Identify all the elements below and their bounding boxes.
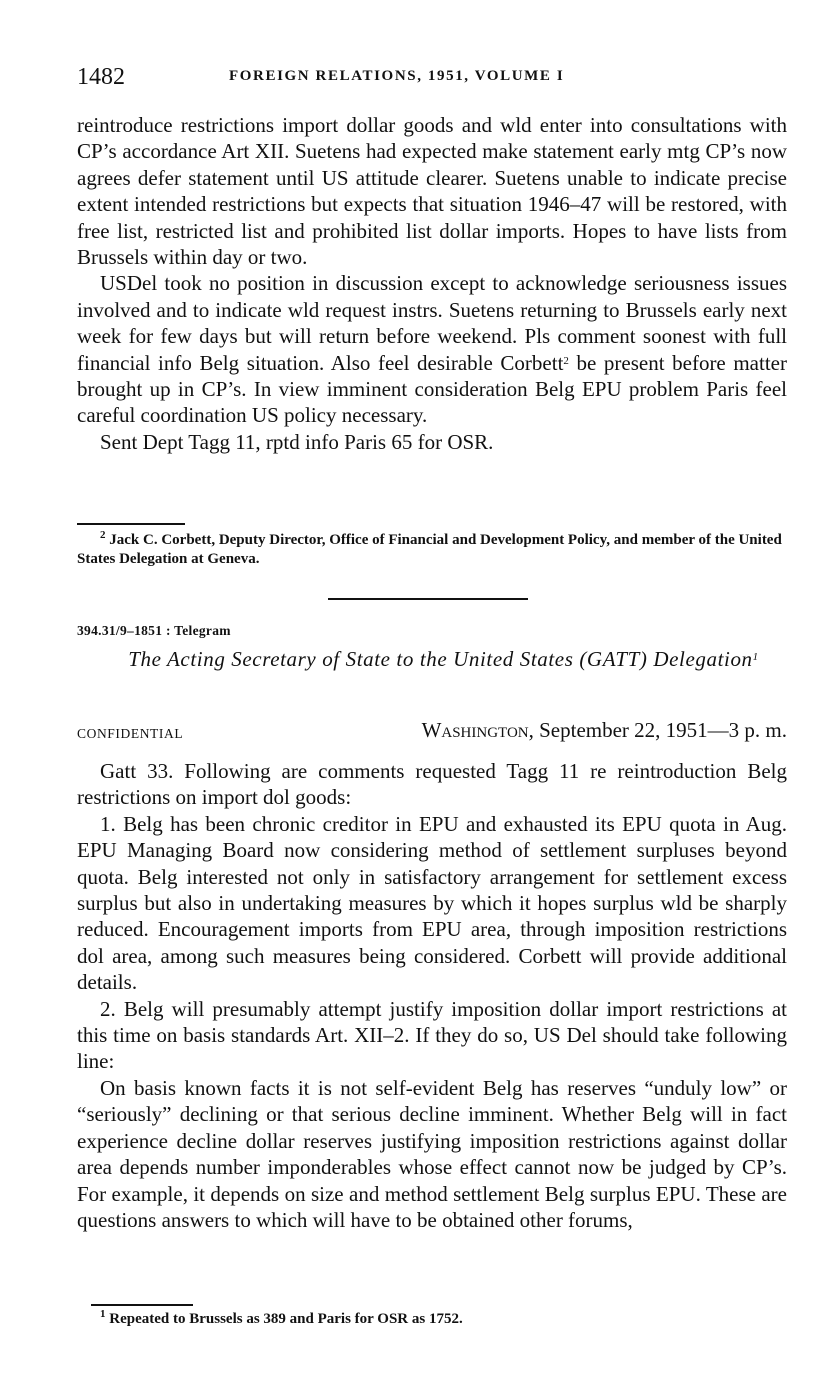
- footnote-rule: [77, 523, 185, 525]
- footnote-reference: 2: [563, 354, 569, 367]
- body-paragraph: 2. Belg will presumably attempt justify imposition dollar import restrictions at this time on basis standards Art. XII–2. If they do so, US Del should take following line:: [77, 996, 787, 1074]
- sent-line: Sent Dept Tagg 11, rptd info Paris 65 for OSR.: [100, 429, 494, 454]
- continued-telegram-text: [77, 112, 787, 455]
- footnote-text: Repeated to Brussels as 389 and Paris for OSR as 1752.: [105, 1311, 463, 1327]
- page-number: 1482: [77, 64, 125, 90]
- footnote: [77, 531, 787, 569]
- body-paragraph: Gatt 33. Following are comments requested Tagg 11 re reintroduction Belg restrictions on import dol goods:: [77, 759, 787, 810]
- paragraph-text: be present before matter brought up in CP’s. In view imminent consideration Belg EPU problem Paris feel careful coordination US policy necessary.: [77, 350, 787, 428]
- telegram-body: [77, 758, 787, 1233]
- body-paragraph: On basis known facts it is not self-evident Belg has reserves “unduly low” or “seriously” declining or that serious decline imminent. Whether Belg will in fact experience decline dollar reserves justifying imposition restrictions against dollar area depends number imponderables whose effect cannot now be judged by CP’s. For example, it depends on size and method settlement Belg surplus EPU. These are questions answers to which will have to be obtained other forums,: [77, 1075, 787, 1232]
- footnote-marker: 2: [100, 529, 106, 541]
- classification-label: CONFIDENTIAL: [77, 726, 184, 741]
- document-title: [100, 646, 787, 672]
- place-name: Washington: [421, 718, 529, 742]
- document-file-number: 394.31/9–1851 : Telegram: [77, 623, 231, 638]
- running-head: FOREIGN RELATIONS, 1951, VOLUME I: [229, 68, 565, 84]
- dateline: [77, 718, 787, 746]
- continued-paragraph: [77, 270, 787, 428]
- footnote-rule: [91, 1304, 193, 1306]
- date-line: [422, 718, 787, 743]
- title-text: The Acting Secretary of State to the United States (GATT) Delegation: [128, 647, 753, 671]
- footnote-text: Jack C. Corbett, Deputy Director, Office of Financial and Development Policy, and member of the United States Delegation at Geneva.: [77, 532, 782, 567]
- continued-paragraph: reintroduce restrictions import dollar goods and wld enter into consultations with CP’s accordance Art XII. Suetens had expected make statement early mtg CP’s now agrees defer statement until US attitude clearer. Suetens unable to indicate precise extent intended restrictions but expects that situation 1946–47 will be restored, with free list, restricted list and prohibited list dollar imports. Hopes to have lists from Brussels within day or two.: [77, 113, 787, 270]
- page-header: [77, 64, 787, 98]
- body-paragraph: 1. Belg has been chronic creditor in EPU and exhausted its EPU quota in Aug. EPU Managing Board now considering method of settlement surpluses beyond quota. Belg interested not only in satisfactory arrangement for settlement excess surplus but also in undertaking measures by which it hopes surplus wld be sharply reduced. Encouragement imports from EPU area, through imposition restrictions dol area, among such measures being considered. Corbett will provide additional details.: [77, 811, 787, 995]
- footnote-marker: 1: [100, 1308, 106, 1320]
- paragraph-text: USDel took no position in discussion except to acknowledge seriousness issues involved and to indicate wld request instrs. Suetens returning to Brussels early next week for few days but will return before weekend. Pls comment soonest with full financial info Belg situation. Also feel desirable Corbett: [77, 271, 787, 375]
- date-text: , September 22, 1951—3 p. m.: [528, 718, 787, 742]
- section-divider: [328, 598, 528, 600]
- footnote-reference: 1: [752, 651, 759, 663]
- footnote: [77, 1310, 787, 1329]
